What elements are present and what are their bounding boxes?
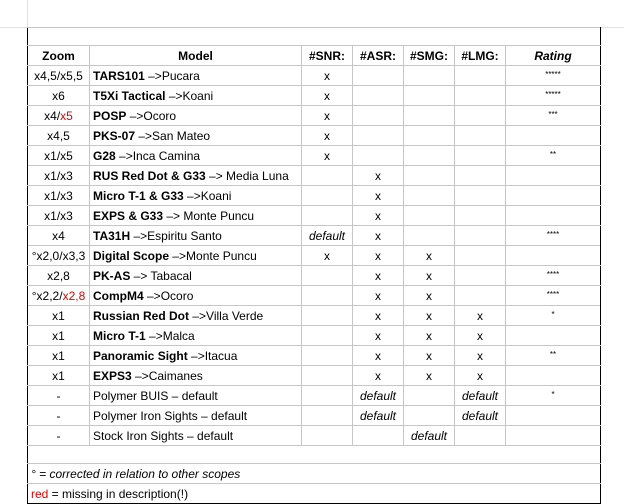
table-row [28,266,601,286]
asr-cell[interactable] [353,426,404,446]
snr-cell[interactable]: x [302,126,353,146]
lmg-cell[interactable]: x [455,366,506,386]
zoom-cell[interactable] [28,426,90,446]
header-asr[interactable]: #ASR: [353,46,404,66]
rating-cell[interactable] [506,226,601,246]
table-row [28,226,601,246]
snr-cell[interactable]: x [302,246,353,266]
zoom-cell[interactable] [28,246,90,266]
model-name: POSP [93,108,127,123]
zoom-cell[interactable] [28,106,90,126]
lmg-cell[interactable] [455,286,506,306]
asr-cell[interactable]: x [353,166,404,186]
model-destination: –>Itacua [187,348,238,363]
zoom-value: x1 [52,328,65,343]
snr-cell[interactable]: x [302,146,353,166]
table-row [28,326,601,346]
rating-cell[interactable] [506,286,601,306]
model-cell[interactable] [90,426,302,446]
zoom-cell[interactable] [28,126,90,146]
lmg-cell[interactable]: x [455,306,506,326]
asr-cell[interactable]: x [353,186,404,206]
model-destination: –> Media Luna [205,168,289,183]
model-cell[interactable] [90,66,302,86]
rating-cell[interactable] [506,406,601,426]
zoom-value: x1 [52,348,65,363]
model-destination: –>Koani [183,188,232,203]
table-row [28,106,601,126]
asr-cell[interactable]: x [353,246,404,266]
snr-cell[interactable] [302,286,353,306]
snr-cell[interactable] [302,346,353,366]
rating-cell[interactable] [506,306,601,326]
lmg-cell[interactable] [455,86,506,106]
smg-cell[interactable] [404,386,455,406]
smg-cell[interactable] [404,226,455,246]
model-cell[interactable] [90,186,302,206]
model-cell[interactable] [90,346,302,366]
smg-cell[interactable] [404,206,455,226]
zoom-value: x1 [52,308,65,323]
zoom-value: x4,5 [47,128,70,143]
snr-cell[interactable] [302,266,353,286]
model-destination: –>Espiritu Santo [130,228,222,243]
rating-stars: ***** [545,70,561,79]
table-row [28,406,601,426]
rating-stars: * [551,390,555,399]
lmg-cell[interactable] [455,226,506,246]
model-name: PK-AS [93,268,131,283]
smg-cell[interactable] [404,146,455,166]
table-row [28,366,601,386]
model-destination: –> Tabacal [130,268,192,283]
asr-cell[interactable]: default [353,406,404,426]
lmg-cell[interactable]: x [455,326,506,346]
zoom-cell[interactable] [28,186,90,206]
lmg-cell[interactable] [455,206,506,226]
snr-cell[interactable] [302,166,353,186]
asr-cell[interactable]: x [353,366,404,386]
rating-cell[interactable] [506,366,601,386]
zoom-cell[interactable] [28,366,90,386]
model-destination: Stock Iron Sights – default [93,428,234,443]
note-missing-red-word: red [31,486,49,501]
zoom-cell[interactable] [28,146,90,166]
model-name: RUS Red Dot & G33 [93,168,206,183]
asr-cell[interactable]: x [353,226,404,246]
zoom-value: x2,8 [47,268,70,283]
model-name: TA31H [93,228,131,243]
rating-cell[interactable] [506,146,601,166]
spacer-row [28,446,601,464]
snr-cell[interactable]: x [302,66,353,86]
rating-stars: * [551,310,555,319]
zoom-value: x4 [52,228,65,243]
zoom-cell[interactable] [28,206,90,226]
model-name: Micro T-1 & G33 [93,188,184,203]
header-smg[interactable]: #SMG: [404,46,455,66]
rating-cell[interactable] [506,266,601,286]
lmg-cell[interactable] [455,426,506,446]
zoom-cell[interactable] [28,66,90,86]
model-destination: –>Ocoro [126,108,177,123]
model-cell[interactable] [90,306,302,326]
asr-cell[interactable] [353,86,404,106]
zoom-cell[interactable] [28,326,90,346]
lmg-cell[interactable] [455,266,506,286]
model-name: TARS101 [93,68,145,83]
zoom-cell[interactable] [28,266,90,286]
table-row [28,206,601,226]
model-cell[interactable] [90,406,302,426]
snr-cell[interactable] [302,386,353,406]
rating-cell[interactable] [506,106,601,126]
smg-cell[interactable] [404,186,455,206]
snr-cell[interactable] [302,306,353,326]
model-cell[interactable] [90,266,302,286]
smg-cell[interactable]: default [404,426,455,446]
header-row [28,46,601,66]
smg-cell[interactable]: x [404,366,455,386]
smg-cell[interactable] [404,126,455,146]
model-cell[interactable] [90,206,302,226]
model-cell[interactable] [90,86,302,106]
snr-cell[interactable] [302,206,353,226]
scope-table [27,27,601,504]
table-row [28,306,601,326]
zoom-cell[interactable] [28,86,90,106]
model-name: EXPS & G33 [93,208,164,223]
zoom-value: x4/ [44,108,61,123]
zoom-value: x1/x3 [44,188,73,203]
snr-cell[interactable] [302,326,353,346]
model-cell[interactable] [90,106,302,126]
model-cell[interactable] [90,386,302,406]
model-destination: Polymer BUIS – default [93,388,218,403]
lmg-cell[interactable] [455,66,506,86]
rating-cell[interactable] [506,126,601,146]
zoom-cell[interactable] [28,406,90,426]
zoom-cell[interactable] [28,286,90,306]
header-model[interactable]: Model [90,46,302,66]
zoom-missing-value: x2,8 [62,288,86,303]
lmg-cell[interactable] [455,186,506,206]
lmg-cell[interactable]: default [455,386,506,406]
rating-cell[interactable] [506,326,601,346]
smg-cell[interactable]: x [404,286,455,306]
lmg-cell[interactable] [455,106,506,126]
zoom-cell[interactable] [28,346,90,366]
rating-stars: **** [546,290,560,299]
lmg-cell[interactable] [455,146,506,166]
zoom-value: x6 [52,88,65,103]
model-name: PKS-07 [93,128,136,143]
zoom-value: - [56,408,61,423]
model-cell[interactable] [90,166,302,186]
table-row [28,186,601,206]
table-row [28,346,601,366]
asr-cell[interactable]: default [353,386,404,406]
smg-cell[interactable]: x [404,306,455,326]
zoom-value: °x2,2/ [31,288,63,303]
asr-cell[interactable]: x [353,286,404,306]
model-cell[interactable] [90,366,302,386]
asr-cell[interactable] [353,106,404,126]
asr-cell[interactable]: x [353,306,404,326]
spacer-row [28,28,601,46]
table-row [28,166,601,186]
model-name: EXPS3 [93,368,132,383]
table-row [28,286,601,306]
snr-cell[interactable] [302,186,353,206]
rating-cell[interactable] [506,246,601,266]
model-name: G28 [93,148,116,163]
model-cell[interactable] [90,226,302,246]
zoom-cell[interactable] [28,226,90,246]
model-destination: –>Inca Camina [115,148,201,163]
asr-cell[interactable]: x [353,346,404,366]
asr-cell[interactable]: x [353,266,404,286]
lmg-cell[interactable]: x [455,346,506,366]
header-rating[interactable]: Rating [506,46,601,66]
lmg-cell[interactable]: default [455,406,506,426]
model-destination: –>Ocoro [143,288,194,303]
asr-cell[interactable]: x [353,206,404,226]
zoom-value: x1 [52,368,65,383]
smg-cell[interactable] [404,86,455,106]
rating-cell[interactable] [506,386,601,406]
model-cell[interactable] [90,326,302,346]
table-row [28,146,601,166]
model-name: T5Xi Tactical [93,88,166,103]
zoom-value: x4,5/x5,5 [34,68,83,83]
table-row [28,86,601,106]
model-destination: –>Monte Puncu [169,248,257,263]
rating-stars: **** [546,270,560,279]
note-missing-text: = missing in description(!) [48,486,189,501]
header-lmg[interactable]: #LMG: [455,46,506,66]
asr-cell[interactable] [353,66,404,86]
snr-cell[interactable] [302,406,353,426]
model-destination: –> Monte Puncu [163,208,255,223]
model-cell[interactable] [90,246,302,266]
smg-cell[interactable]: x [404,246,455,266]
snr-cell[interactable]: x [302,106,353,126]
zoom-missing-value: x5 [60,108,73,123]
rating-stars: ***** [545,90,561,99]
zoom-value: °x2,0/x3,3 [31,248,86,263]
lmg-cell[interactable] [455,166,506,186]
zoom-value: x1/x3 [44,168,73,183]
rating-cell[interactable] [506,166,601,186]
table-row [28,426,601,446]
rating-stars: ** [549,350,557,359]
rating-cell[interactable] [506,66,601,86]
model-name: Digital Scope [93,248,170,263]
smg-cell[interactable] [404,66,455,86]
model-name: Russian Red Dot [93,308,190,323]
smg-cell[interactable]: x [404,346,455,366]
asr-cell[interactable] [353,126,404,146]
zoom-cell[interactable] [28,386,90,406]
asr-cell[interactable] [353,146,404,166]
note-row-corrected [28,464,601,484]
asr-cell[interactable]: x [353,326,404,346]
header-zoom[interactable]: Zoom [28,46,90,66]
model-name: CompM4 [93,288,144,303]
model-name: Micro T-1 [93,328,146,343]
table-row [28,386,601,406]
model-destination: –>San Mateo [135,128,211,143]
model-cell[interactable] [90,146,302,166]
smg-cell[interactable] [404,106,455,126]
header-snr[interactable]: #SNR: [302,46,353,66]
table-row [28,126,601,146]
lmg-cell[interactable] [455,126,506,146]
model-destination: –>Koani [165,88,214,103]
rating-cell[interactable] [506,86,601,106]
zoom-value: x1/x5 [44,148,73,163]
model-cell[interactable] [90,126,302,146]
model-destination: –>Caimanes [131,368,203,383]
rating-cell[interactable] [506,426,601,446]
zoom-cell[interactable] [28,166,90,186]
rating-stars: ** [549,150,557,159]
smg-cell[interactable]: x [404,266,455,286]
rating-cell[interactable] [506,206,601,226]
zoom-value: - [56,388,61,403]
rating-stars: **** [546,230,560,239]
snr-cell[interactable]: x [302,86,353,106]
rating-cell[interactable] [506,346,601,366]
zoom-value: - [56,428,61,443]
snr-cell[interactable] [302,366,353,386]
lmg-cell[interactable] [455,246,506,266]
rating-cell[interactable] [506,186,601,206]
rating-stars: *** [548,110,558,119]
table-row [28,66,601,86]
model-destination: –>Villa Verde [189,308,264,323]
note-corrected: ° = corrected in relation to other scopes [28,464,601,484]
model-destination: –>Pucara [144,68,200,83]
smg-cell[interactable] [404,406,455,426]
model-destination: –>Malca [145,328,195,343]
model-name: Panoramic Sight [93,348,188,363]
table-row [28,246,601,266]
zoom-value: x1/x3 [44,208,73,223]
smg-cell[interactable] [404,166,455,186]
snr-cell[interactable] [302,426,353,446]
zoom-cell[interactable] [28,306,90,326]
model-cell[interactable] [90,286,302,306]
snr-cell[interactable]: default [302,226,353,246]
model-destination: Polymer Iron Sights – default [93,408,248,423]
smg-cell[interactable]: x [404,326,455,346]
